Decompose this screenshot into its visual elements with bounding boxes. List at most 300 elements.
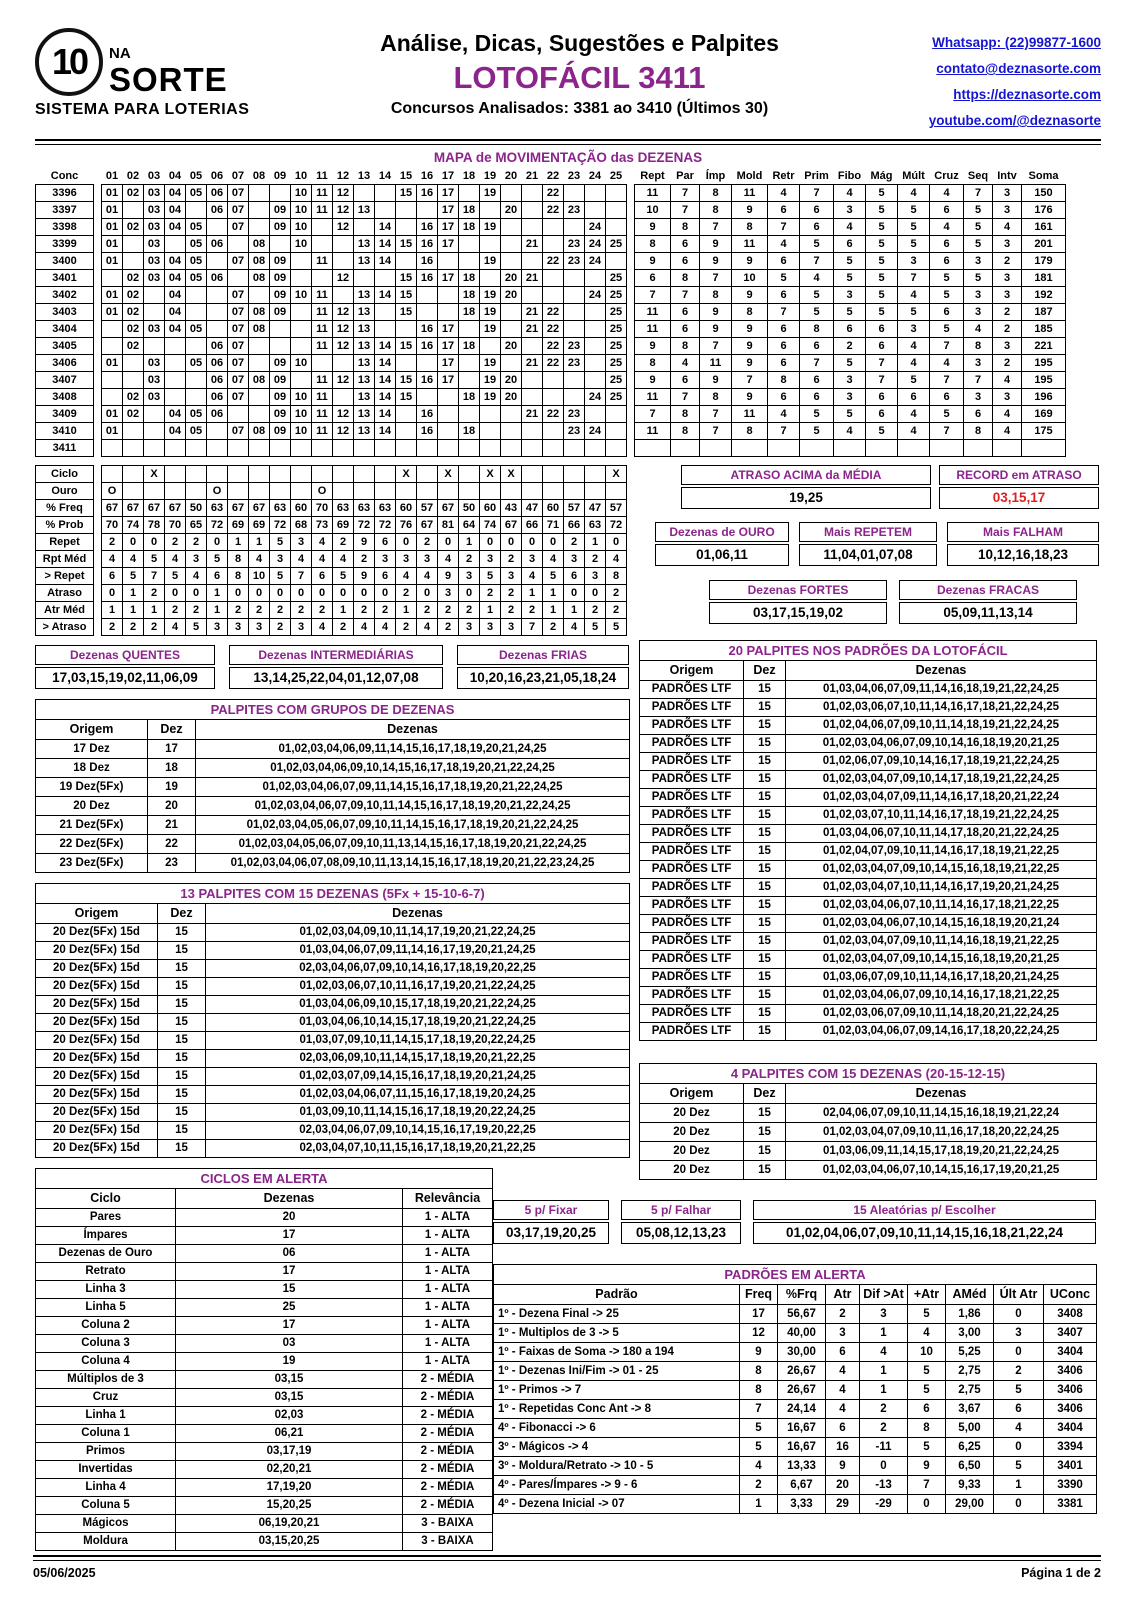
- table-cell: 1: [860, 1381, 908, 1400]
- column-header: Últ Atr: [994, 1285, 1044, 1305]
- map-cell: [333, 236, 354, 253]
- stat-header: Cruz: [934, 170, 959, 182]
- cycle-cell: 72: [375, 517, 396, 534]
- map-cell: [501, 236, 522, 253]
- table-row: [36, 1407, 493, 1425]
- table-cell: 01,02,04,06,07,09,10,11,14,18,19,21,22,24,25: [786, 717, 1097, 735]
- table-cell: PADRÕES LTF: [640, 987, 744, 1005]
- table-cell: 15: [158, 1122, 206, 1140]
- map-cell: [333, 287, 354, 304]
- map-cell: 10: [291, 355, 312, 372]
- map-cell: [291, 372, 312, 389]
- cycle-cell: [543, 483, 564, 500]
- cycle-cell: 5: [480, 568, 501, 585]
- map-cell: 20: [501, 389, 522, 406]
- cycle-cell: 6: [375, 568, 396, 585]
- stat-cell: 8: [700, 287, 732, 304]
- cycle-cell: 72: [354, 517, 375, 534]
- stat-cell: 4: [993, 423, 1022, 440]
- stat-cell: 7: [800, 185, 834, 202]
- map-cell: [543, 389, 564, 406]
- map-cell: 11: [312, 389, 333, 406]
- cycle-cell: 6: [312, 568, 333, 585]
- cycle-cell: [459, 483, 480, 500]
- map-cell: [459, 355, 480, 372]
- map-cell: 03: [144, 219, 165, 236]
- cycle-cell: 1: [480, 602, 501, 619]
- cycle-cell: 1: [249, 534, 270, 551]
- map-cell: [585, 338, 606, 355]
- cycle-cell: 64: [459, 517, 480, 534]
- number-header: 23: [567, 170, 581, 182]
- map-cell: [522, 202, 543, 219]
- map-cell: [522, 185, 543, 202]
- cycle-cell: 2: [396, 619, 417, 636]
- map-cell: [606, 219, 627, 236]
- cycle-cell: 60: [543, 500, 564, 517]
- table-cell: 15: [744, 1142, 786, 1161]
- map-cell: [354, 219, 375, 236]
- table-cell: 15: [744, 753, 786, 771]
- map-cell: [291, 440, 312, 457]
- map-cell: 13: [354, 304, 375, 321]
- stat-cell: 3: [898, 321, 930, 338]
- cycle-cell: 3: [480, 619, 501, 636]
- map-cell: [438, 423, 459, 440]
- map-cell: [123, 253, 144, 270]
- map-cell: [354, 270, 375, 287]
- cycle-cell: 0: [249, 585, 270, 602]
- map-cell: [438, 287, 459, 304]
- cycle-cell: 2: [375, 602, 396, 619]
- cycle-cell: 72: [270, 517, 291, 534]
- spacer: [94, 466, 102, 483]
- table-cell: 02,03: [176, 1407, 403, 1425]
- box-title: Dezenas FRACAS: [899, 580, 1077, 600]
- map-cell: 13: [354, 338, 375, 355]
- box-value: 05,09,11,13,14: [899, 602, 1077, 624]
- map-cell: 05: [186, 236, 207, 253]
- table-cell: 19: [176, 1353, 403, 1371]
- cycle-cell: 2: [564, 534, 585, 551]
- cycle-cell: 2: [291, 602, 312, 619]
- table-row: [640, 1023, 1097, 1041]
- table-row: [640, 897, 1097, 915]
- cycle-cell: 1: [228, 534, 249, 551]
- table-cell: PADRÕES LTF: [640, 933, 744, 951]
- map-cell: 14: [375, 219, 396, 236]
- map-cell: 06: [207, 338, 228, 355]
- table-cell: 01,02,03,04,09,10,11,14,17,19,20,21,22,24,25: [206, 924, 630, 942]
- fix-fail-random-boxes: [493, 1200, 1101, 1244]
- stat-cell: 8: [671, 423, 700, 440]
- spacer: [94, 168, 102, 185]
- table-cell: 16: [826, 1438, 860, 1457]
- analyzed-range: Concursos Analisados: 3381 ao 3410 (Últimos 30): [390, 100, 769, 117]
- map-cell: [165, 440, 186, 457]
- stat-cell: 6: [930, 202, 964, 219]
- cycle-cell: 2: [333, 534, 354, 551]
- table-cell: 20 Dez(5Fx) 15d: [36, 1086, 158, 1104]
- number-header: 14: [378, 170, 392, 182]
- whatsapp-link[interactable]: Whatsapp: (22)99877-1600: [932, 35, 1101, 50]
- map-cell: 07: [228, 321, 249, 338]
- map-cell: [165, 372, 186, 389]
- table-cell: 26,67: [778, 1381, 826, 1400]
- map-cell: 01: [102, 253, 123, 270]
- box-title: Dezenas INTERMEDIÁRIAS: [229, 645, 443, 665]
- website-link[interactable]: https://deznasorte.com: [953, 87, 1101, 102]
- map-cell: 13: [354, 321, 375, 338]
- stat-cell: 5: [768, 270, 800, 287]
- map-cell: [144, 440, 165, 457]
- cycle-cell: 2: [417, 602, 438, 619]
- cycle-cell: 63: [333, 500, 354, 517]
- stat-cell: 4: [930, 219, 964, 236]
- number-header: 17: [441, 170, 455, 182]
- map-cell: [165, 338, 186, 355]
- box-title: Dezenas de OURO: [655, 522, 789, 542]
- stat-cell: 9: [732, 202, 768, 219]
- map-cell: [186, 440, 207, 457]
- map-cell: [459, 185, 480, 202]
- table-cell: 3404: [1044, 1343, 1097, 1362]
- spacer: [94, 236, 102, 253]
- map-cell: 18: [459, 270, 480, 287]
- map-cell: [585, 406, 606, 423]
- map-cell: 07: [228, 372, 249, 389]
- map-cell: 22: [543, 355, 564, 372]
- table-cell: 29,00: [946, 1495, 994, 1514]
- table-cell: 2 - MÉDIA: [403, 1425, 493, 1443]
- cycle-cell: 1: [102, 602, 123, 619]
- cycle-cell: 1: [207, 585, 228, 602]
- cycle-cell: 2: [270, 619, 291, 636]
- map-cell: 04: [165, 185, 186, 202]
- stat-cell: 8: [800, 321, 834, 338]
- table-cell: PADRÕES LTF: [640, 897, 744, 915]
- map-cell: 14: [375, 338, 396, 355]
- map-cell: 11: [312, 406, 333, 423]
- table-cell: 01,02,03,07,09,14,15,16,17,18,19,20,21,24,25: [206, 1068, 630, 1086]
- cycle-cell: 2: [417, 534, 438, 551]
- table-cell: 15: [744, 897, 786, 915]
- temperature-boxes: [35, 645, 629, 689]
- table-cell: 26,67: [778, 1362, 826, 1381]
- stat-cell: 5: [866, 253, 898, 270]
- cycle-cell: O: [102, 483, 123, 500]
- table-title: 4 PALPITES COM 15 DEZENAS (20-15-12-15): [640, 1064, 1097, 1084]
- stat-cell: 10: [732, 270, 768, 287]
- number-header: 10: [294, 170, 308, 182]
- cycle-label: Repet: [36, 534, 94, 551]
- column-header: Origem: [36, 720, 148, 740]
- stat-cell: 8: [700, 389, 732, 406]
- cycle-cell: [522, 466, 543, 483]
- cycle-cell: [228, 483, 249, 500]
- table-cell: PADRÕES LTF: [640, 753, 744, 771]
- stat-cell: 5: [930, 270, 964, 287]
- column-header: Padrão: [494, 1285, 740, 1305]
- box-value: 03,15,17: [939, 487, 1099, 509]
- cycle-cell: 60: [396, 500, 417, 517]
- stat-cell: 4: [800, 270, 834, 287]
- stat-cell: 5: [834, 355, 866, 372]
- map-cell: [417, 355, 438, 372]
- map-cell: 06: [207, 270, 228, 287]
- table-row: [640, 1104, 1097, 1123]
- cycle-cell: 3: [270, 551, 291, 568]
- table-cell: 6: [994, 1400, 1044, 1419]
- map-cell: 25: [606, 372, 627, 389]
- table-cell: PADRÕES LTF: [640, 861, 744, 879]
- cycle-cell: 5: [333, 568, 354, 585]
- map-cell: 21: [522, 321, 543, 338]
- cycle-cell: 5: [606, 619, 627, 636]
- map-cell: 18: [459, 389, 480, 406]
- cycle-cell: [186, 466, 207, 483]
- spacer: [627, 185, 635, 202]
- map-cell: [501, 219, 522, 236]
- cold-numbers-box: [457, 645, 629, 689]
- table-cell: 15: [744, 951, 786, 969]
- spacer: [94, 500, 102, 517]
- map-cell: [312, 355, 333, 372]
- map-cell: 16: [417, 406, 438, 423]
- map-cell: [543, 440, 564, 457]
- stat-cell: 8: [768, 372, 800, 389]
- map-row: [36, 338, 1066, 355]
- number-header: 03: [147, 170, 161, 182]
- stat-cell: 8: [964, 338, 993, 355]
- map-cell: 19: [480, 304, 501, 321]
- stat-cell: 5: [800, 423, 834, 440]
- map-cell: [543, 270, 564, 287]
- map-cell: [291, 304, 312, 321]
- table-cell: Coluna 4: [36, 1353, 176, 1371]
- table-row: [36, 1068, 630, 1086]
- stat-cell: 3: [964, 355, 993, 372]
- map-cell: 08: [249, 321, 270, 338]
- map-cell: [207, 304, 228, 321]
- map-cell: [585, 440, 606, 457]
- table-row: [36, 1425, 493, 1443]
- cycle-cell: 6: [564, 568, 585, 585]
- table-cell: 4: [826, 1362, 860, 1381]
- map-cell: [249, 338, 270, 355]
- table-cell: 22 Dez(5Fx): [36, 835, 148, 854]
- table-row: [36, 960, 630, 978]
- stat-cell: 3: [964, 304, 993, 321]
- stat-header: Retr: [772, 170, 795, 182]
- map-cell: 19: [480, 219, 501, 236]
- table-cell: 2 - MÉDIA: [403, 1389, 493, 1407]
- cycle-cell: 1: [543, 602, 564, 619]
- cycle-cell: [522, 483, 543, 500]
- table-row: [494, 1305, 1097, 1324]
- map-row: [36, 236, 1066, 253]
- map-cell: 04: [165, 253, 186, 270]
- number-header: 24: [588, 170, 602, 182]
- map-cell: 07: [228, 304, 249, 321]
- table-cell: Ímpares: [36, 1227, 176, 1245]
- cycle-cell: 60: [480, 500, 501, 517]
- cycle-cell: 63: [207, 500, 228, 517]
- spacer: [94, 534, 102, 551]
- map-cell: [543, 372, 564, 389]
- table-row: [36, 1245, 493, 1263]
- map-cell: 13: [354, 236, 375, 253]
- table-row: [36, 1497, 493, 1515]
- map-cell: 02: [123, 219, 144, 236]
- email-link[interactable]: contato@deznasorte.com: [936, 61, 1101, 76]
- table-cell: 40,00: [778, 1324, 826, 1343]
- map-cell: 02: [123, 270, 144, 287]
- table-cell: 15: [158, 1104, 206, 1122]
- stat-cell: 3: [993, 236, 1022, 253]
- map-cell: 16: [417, 321, 438, 338]
- stat-cell: 4: [898, 338, 930, 355]
- map-cell: 06: [207, 389, 228, 406]
- header: [35, 28, 1101, 134]
- conc-cell: 3411: [36, 440, 94, 457]
- map-cell: 09: [270, 202, 291, 219]
- table-cell: 9: [908, 1457, 946, 1476]
- table-row: [36, 1317, 493, 1335]
- map-cell: [249, 287, 270, 304]
- map-cell: [207, 321, 228, 338]
- number-header: 11: [316, 170, 328, 182]
- table-cell: 2: [740, 1476, 778, 1495]
- map-cell: 03: [144, 270, 165, 287]
- cycle-cell: 3: [207, 619, 228, 636]
- map-cell: 08: [249, 423, 270, 440]
- most-fail-box: [947, 522, 1099, 566]
- map-cell: [480, 423, 501, 440]
- cycle-cell: [585, 466, 606, 483]
- conc-cell: 3403: [36, 304, 94, 321]
- stat-header: Intv: [997, 170, 1017, 182]
- stat-cell: 9: [635, 219, 671, 236]
- table-cell: 1º - Dezena Final -> 25: [494, 1305, 740, 1324]
- map-cell: 01: [102, 185, 123, 202]
- table-title: 13 PALPITES COM 15 DEZENAS (5Fx + 15-10-6-7): [36, 884, 630, 904]
- map-cell: 15: [396, 389, 417, 406]
- cycle-cell: [543, 466, 564, 483]
- map-cell: 18: [459, 287, 480, 304]
- table-cell: Invertidas: [36, 1461, 176, 1479]
- stat-cell: 4: [898, 355, 930, 372]
- cycle-cell: 2: [144, 619, 165, 636]
- stat-cell: 3: [993, 338, 1022, 355]
- youtube-link[interactable]: youtube.com/@deznasorte: [928, 113, 1101, 128]
- cycle-cell: 4: [522, 568, 543, 585]
- cycle-cell: 2: [396, 585, 417, 602]
- map-cell: 12: [333, 219, 354, 236]
- map-cell: 18: [459, 304, 480, 321]
- table-cell: 1 - ALTA: [403, 1263, 493, 1281]
- stat-cell: 6: [930, 236, 964, 253]
- map-cell: [249, 185, 270, 202]
- table-cell: 1 - ALTA: [403, 1245, 493, 1263]
- stat-cell: 5: [964, 236, 993, 253]
- map-cell: [207, 287, 228, 304]
- map-cell: 25: [606, 389, 627, 406]
- table-row: [36, 1227, 493, 1245]
- cycle-cell: 67: [165, 500, 186, 517]
- table-cell: 4: [740, 1457, 778, 1476]
- cycle-cell: 3: [585, 568, 606, 585]
- box-value: 01,06,11: [655, 544, 789, 566]
- table-cell: 17: [176, 1227, 403, 1245]
- map-cell: 04: [165, 423, 186, 440]
- table-cell: 21: [148, 816, 196, 835]
- map-cell: [564, 321, 585, 338]
- delay-above-avg-box: [681, 465, 931, 509]
- stat-cell: 7: [671, 287, 700, 304]
- cycle-cell: [249, 466, 270, 483]
- cycle-cell: 63: [585, 517, 606, 534]
- stat-cell: 8: [671, 406, 700, 423]
- footer-page: Página 1 de 2: [1021, 1566, 1101, 1580]
- map-cell: 09: [270, 372, 291, 389]
- table-row: [36, 978, 630, 996]
- map-cell: [123, 423, 144, 440]
- table-cell: 15: [744, 771, 786, 789]
- cycle-cell: 5: [165, 568, 186, 585]
- stat-cell: 4: [768, 185, 800, 202]
- cycle-cell: 2: [501, 551, 522, 568]
- spacer: [627, 440, 635, 457]
- stat-cell: 8: [964, 423, 993, 440]
- table-cell: 9: [740, 1343, 778, 1362]
- map-cell: 25: [606, 355, 627, 372]
- stat-header: Mold: [736, 170, 763, 182]
- map-cell: [543, 423, 564, 440]
- stat-cell: 4: [834, 423, 866, 440]
- map-cell: 13: [354, 423, 375, 440]
- cycle-cell: 1: [585, 534, 606, 551]
- map-cell: 09: [270, 423, 291, 440]
- cycle-cell: [270, 483, 291, 500]
- stat-cell: 3: [993, 389, 1022, 406]
- map-cell: [333, 440, 354, 457]
- stat-cell: [834, 440, 866, 457]
- table-cell: 01,02,03,04,06,07,10,14,15,16,17,19,20,21,25: [786, 1161, 1097, 1180]
- map-cell: 17: [438, 219, 459, 236]
- table-row: [640, 861, 1097, 879]
- cycle-label: Ouro: [36, 483, 94, 500]
- table-cell: 15: [744, 1123, 786, 1142]
- map-cell: 09: [270, 389, 291, 406]
- map-cell: 03: [144, 202, 165, 219]
- map-cell: [333, 355, 354, 372]
- column-header: Dez: [744, 1084, 786, 1104]
- stat-cell: 9: [700, 372, 732, 389]
- map-cell: [417, 287, 438, 304]
- map-cell: [522, 219, 543, 236]
- table-row: [36, 1050, 630, 1068]
- table-cell: 01,02,03,06,07,10,11,14,16,17,18,21,22,24,25: [786, 699, 1097, 717]
- stat-cell: 11: [700, 355, 732, 372]
- stat-cell: 6: [964, 406, 993, 423]
- map-cell: 14: [375, 423, 396, 440]
- map-cell: 14: [375, 372, 396, 389]
- cycle-cell: 2: [165, 534, 186, 551]
- cycle-cell: 0: [123, 534, 144, 551]
- map-cell: 09: [270, 270, 291, 287]
- stat-cell: 3: [993, 185, 1022, 202]
